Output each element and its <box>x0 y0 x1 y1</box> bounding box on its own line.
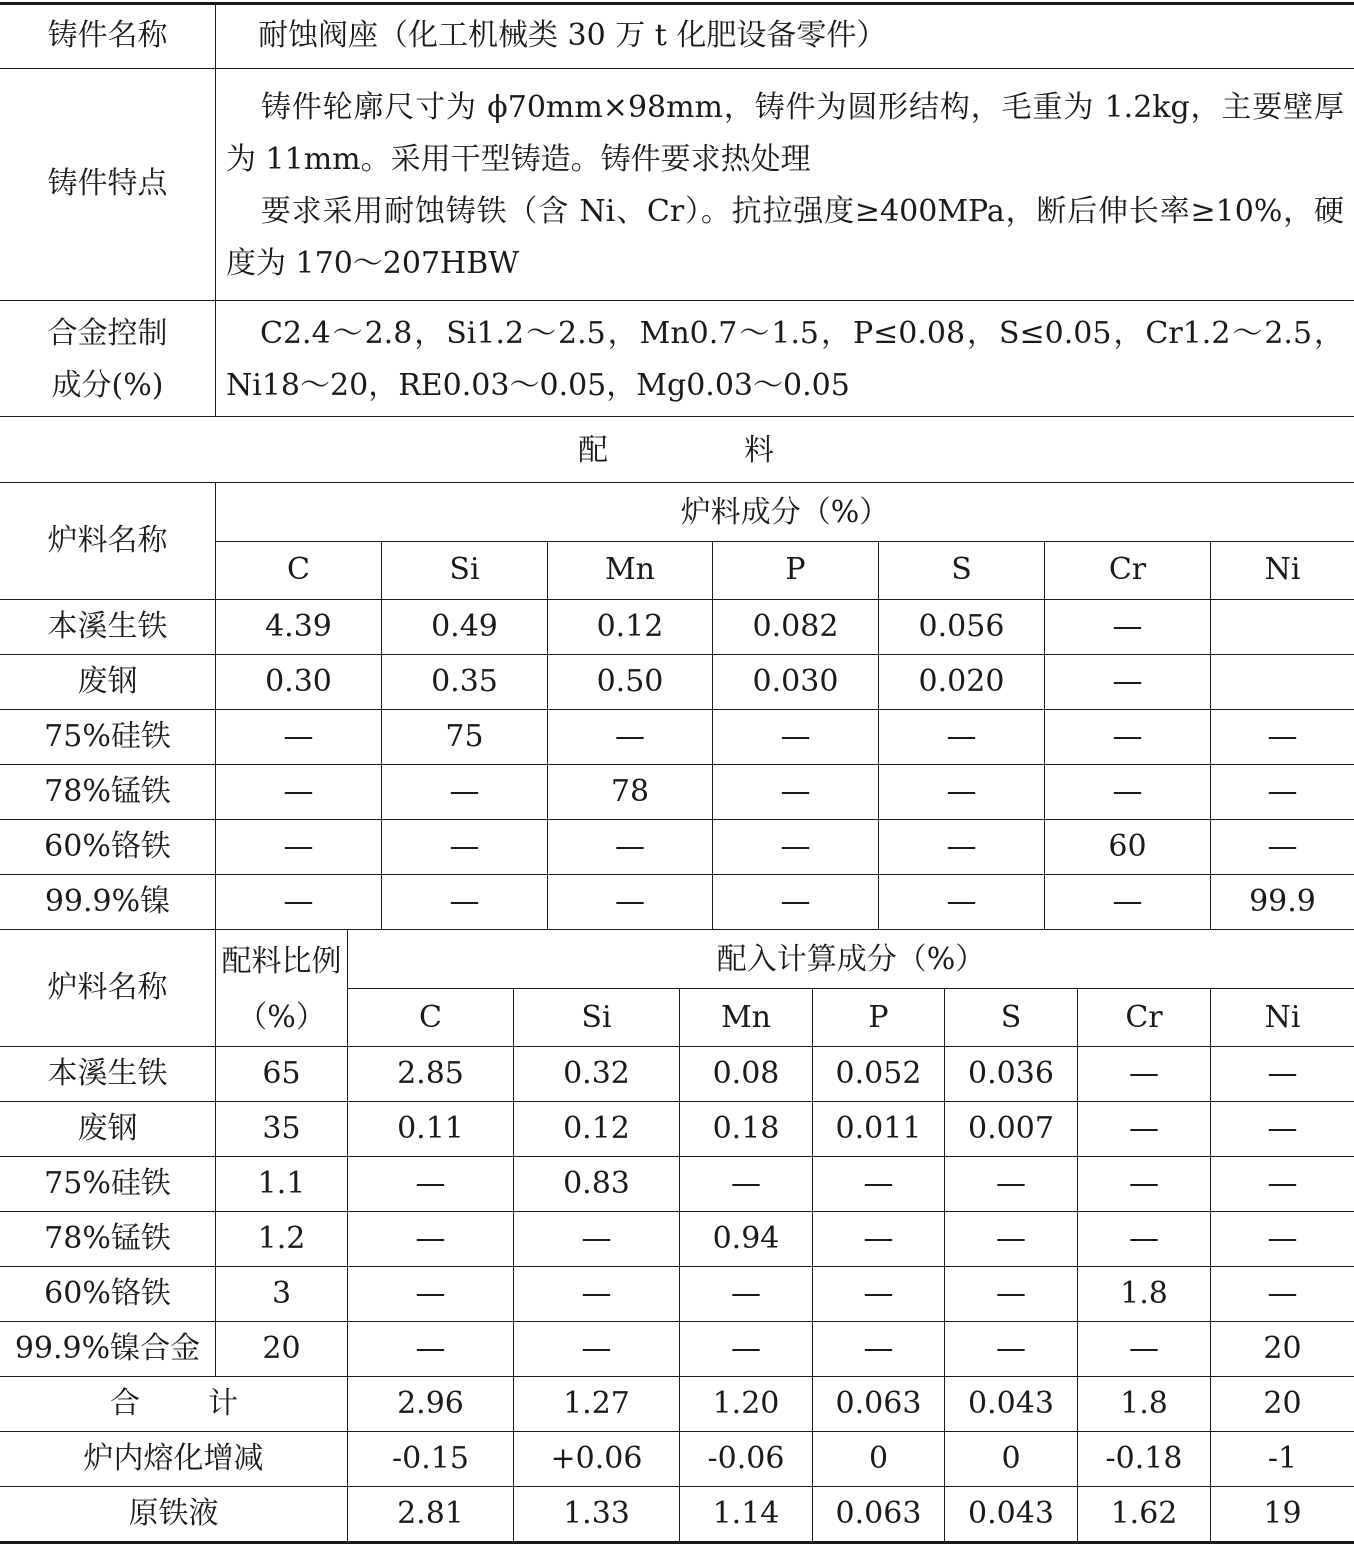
summary-cell: 0.063 <box>835 1386 922 1421</box>
calc-cell: — <box>1267 1111 1298 1146</box>
summary-cell: 0.043 <box>968 1496 1054 1531</box>
rule-top <box>0 2 1354 5</box>
rule <box>0 68 1354 69</box>
charge-cell: 0.49 <box>431 609 498 644</box>
summary-label-left: 合 <box>110 1386 140 1421</box>
summary-row-name: 原铁液 <box>128 1496 219 1531</box>
rule <box>0 1486 1354 1487</box>
calc-cell: — <box>1267 1276 1298 1311</box>
charge-cell: — <box>780 884 811 919</box>
charge-col-header: Cr <box>1108 552 1147 587</box>
calc-cell: — <box>1129 1331 1159 1366</box>
alloy-label-line-2: 成分(%) <box>51 368 164 403</box>
calc-cell: — <box>863 1221 894 1256</box>
alloy-label-line-1: 合金控制 <box>47 316 168 351</box>
charge-cell: — <box>1112 774 1143 809</box>
calc-cell: — <box>996 1221 1026 1256</box>
alloy-text <box>226 308 1344 412</box>
charge-col-header: Si <box>449 552 480 587</box>
calc-cell: 0.08 <box>712 1056 780 1091</box>
summary-cell: 0 <box>1001 1441 1021 1476</box>
calc-cell: — <box>996 1276 1026 1311</box>
charge-cell: — <box>1112 609 1143 644</box>
rule <box>216 541 1354 542</box>
charge-cell: — <box>615 719 645 754</box>
calc-col-header: Si <box>581 1000 612 1035</box>
rule <box>0 654 1354 655</box>
rule <box>0 599 1354 600</box>
calc-cell: 0.052 <box>835 1056 922 1091</box>
rule <box>0 1431 1354 1432</box>
charge-cell: — <box>1267 829 1298 864</box>
calc-cell: — <box>996 1331 1026 1366</box>
calc-cell: 0.036 <box>968 1056 1054 1091</box>
rule <box>0 1376 1354 1377</box>
calc-cell: — <box>863 1166 894 1201</box>
rule <box>0 819 1354 820</box>
calc-cell: 0.32 <box>563 1056 630 1091</box>
charge-row-name: 78%锰铁 <box>44 774 171 809</box>
calc-cell: — <box>863 1331 894 1366</box>
section-title-left: 配 <box>578 433 608 468</box>
rule-bottom <box>0 1541 1354 1544</box>
calc-cell: — <box>1267 1166 1298 1201</box>
charge-cell: — <box>283 774 314 809</box>
summary-cell: 2.96 <box>397 1386 464 1421</box>
charge-col-header: C <box>287 552 310 587</box>
charge-group-header: 炉料成分（%） <box>680 495 890 530</box>
charge-cell: 75 <box>445 719 484 754</box>
summary-cell: 1.62 <box>1110 1496 1178 1531</box>
summary-cell: 1.20 <box>712 1386 780 1421</box>
summary-cell: 1.33 <box>563 1496 630 1531</box>
summary-cell: 0.043 <box>968 1386 1054 1421</box>
charge-col-header: P <box>785 552 806 587</box>
rule <box>0 300 1354 301</box>
calc-cell: — <box>581 1331 612 1366</box>
summary-cell: -1 <box>1267 1441 1298 1476</box>
calc-row-name: 废钢 <box>77 1111 138 1146</box>
charge-cell: — <box>283 884 314 919</box>
charge-cell: — <box>946 884 977 919</box>
charge-row-name: 99.9%镍 <box>44 884 171 919</box>
charge-col-header: Mn <box>604 552 656 587</box>
calc-row-name: 78%锰铁 <box>44 1221 171 1256</box>
rule <box>0 1156 1354 1157</box>
calc-col-header: Ni <box>1264 1000 1301 1035</box>
summary-cell: -0.18 <box>1105 1441 1183 1476</box>
charge-cell: — <box>946 719 977 754</box>
calc-cell: 0.18 <box>712 1111 780 1146</box>
casting-name-value: 耐蚀阀座（化工机械类 30 万 t 化肥设备零件） <box>258 18 887 53</box>
charge-row-name: 60%铬铁 <box>44 829 171 864</box>
features-text <box>226 82 1344 290</box>
section-title-right: 料 <box>744 433 774 468</box>
rule <box>0 929 1354 930</box>
charge-cell: 60 <box>1108 829 1147 864</box>
calc-cell: 0.11 <box>397 1111 464 1146</box>
calc-cell: 1.8 <box>1120 1276 1168 1311</box>
calc-row-name: 60%铬铁 <box>44 1276 171 1311</box>
charge-row-name: 本溪生铁 <box>47 609 168 644</box>
calc-row-name: 本溪生铁 <box>47 1056 168 1091</box>
charge-cell: — <box>1112 664 1143 699</box>
features-label: 铸件特点 <box>47 166 168 201</box>
calc-row-name: 75%硅铁 <box>44 1166 171 1201</box>
calc-cell: — <box>1129 1056 1159 1091</box>
calc-cell: — <box>731 1276 761 1311</box>
charge-row-name: 废钢 <box>77 664 138 699</box>
calc-row-ratio: 1.2 <box>257 1221 306 1256</box>
charge-cell: 99.9 <box>1249 884 1316 919</box>
rule <box>0 1046 1354 1047</box>
summary-cell: 19 <box>1263 1496 1302 1531</box>
features-paragraph-2: 要求采用耐蚀铸铁（含 Ni、Cr）。抗拉强度≥400MPa，断后伸长率≥10%，硬度为 170～207HBW <box>226 194 1344 281</box>
charge-cell: 78 <box>610 774 650 809</box>
rule <box>0 1211 1354 1212</box>
charge-cell: — <box>449 774 480 809</box>
charge-cell: — <box>1112 884 1143 919</box>
features-paragraph-1: 铸件轮廓尺寸为 ϕ70mm×98mm，铸件为圆形结构，毛重为 1.2kg，主要壁厚为 11mm。采用干型铸造。铸件要求热处理 <box>226 90 1344 177</box>
calc-cell: — <box>731 1331 761 1366</box>
calc-ratio-header-line-2: （%） <box>237 1000 326 1035</box>
charge-cell: — <box>283 719 314 754</box>
charge-cell: — <box>449 829 480 864</box>
charge-cell: 0.35 <box>431 664 498 699</box>
calc-cell: — <box>415 1221 446 1256</box>
calc-cell: — <box>1267 1056 1298 1091</box>
charge-cell: 0.30 <box>265 664 332 699</box>
summary-cell: -0.15 <box>392 1441 469 1476</box>
calc-cell: 0.011 <box>835 1111 922 1146</box>
calc-cell: — <box>1267 1221 1298 1256</box>
calc-cell: — <box>996 1166 1026 1201</box>
summary-cell: 20 <box>1263 1386 1302 1421</box>
rule <box>0 1101 1354 1102</box>
calc-col-header: Mn <box>720 1000 772 1035</box>
summary-cell: 1.27 <box>563 1386 630 1421</box>
charge-cell: — <box>449 884 480 919</box>
calc-cell: — <box>581 1221 612 1256</box>
calc-cell: 2.85 <box>397 1056 464 1091</box>
calc-ratio-header-line-1: 配料比例 <box>221 944 342 979</box>
summary-cell: 1.14 <box>712 1496 780 1531</box>
charge-row-name: 75%硅铁 <box>44 719 171 754</box>
calc-col-header: C <box>419 1000 442 1035</box>
calc-cell: — <box>863 1276 894 1311</box>
calc-cell: — <box>415 1166 446 1201</box>
summary-cell: -0.06 <box>707 1441 785 1476</box>
summary-cell: 0 <box>868 1441 889 1476</box>
charge-name-header: 炉料名称 <box>47 523 168 558</box>
calc-cell: — <box>415 1276 446 1311</box>
charge-cell: 0.056 <box>918 609 1005 644</box>
charge-cell: 0.50 <box>596 664 664 699</box>
charge-col-header: Ni <box>1264 552 1301 587</box>
charge-cell: 0.082 <box>752 609 839 644</box>
casting-name-label: 铸件名称 <box>47 18 168 53</box>
rule <box>0 764 1354 765</box>
charge-cell: — <box>615 829 645 864</box>
rule <box>215 4 216 416</box>
calc-row-ratio: 3 <box>271 1276 292 1311</box>
calc-cell: — <box>581 1276 612 1311</box>
summary-cell: 1.8 <box>1120 1386 1168 1421</box>
calc-cell: — <box>415 1331 446 1366</box>
calc-cell: 0.94 <box>712 1221 780 1256</box>
calc-cell: — <box>1129 1166 1159 1201</box>
calc-col-header: P <box>868 1000 889 1035</box>
calc-cell: 0.007 <box>968 1111 1054 1146</box>
charge-cell: — <box>780 774 811 809</box>
calc-row-ratio: 65 <box>262 1056 301 1091</box>
calc-cell: — <box>731 1166 761 1201</box>
charge-cell: — <box>615 884 645 919</box>
calc-cell: — <box>1129 1111 1159 1146</box>
rule <box>348 988 1354 989</box>
summary-cell: +0.06 <box>550 1441 643 1476</box>
summary-label-right: 计 <box>208 1386 238 1421</box>
rule <box>0 1266 1354 1267</box>
charge-cell: — <box>1267 774 1298 809</box>
summary-cell: 2.81 <box>397 1496 464 1531</box>
calc-cell: — <box>1129 1221 1159 1256</box>
charge-cell: — <box>946 774 977 809</box>
rule <box>0 482 1354 483</box>
rule <box>0 874 1354 875</box>
rule <box>0 709 1354 710</box>
calc-col-header: S <box>1000 1000 1022 1035</box>
charge-col-header: S <box>951 552 972 587</box>
charge-cell: 4.39 <box>265 609 332 644</box>
charge-cell: 0.12 <box>596 609 664 644</box>
rule <box>0 1321 1354 1322</box>
calc-name-header: 炉料名称 <box>47 970 168 1005</box>
summary-row-name: 炉内熔化增减 <box>83 1441 264 1476</box>
calc-group-header: 配入计算成分（%） <box>716 942 986 977</box>
rule <box>0 416 1354 417</box>
charge-cell: — <box>946 829 977 864</box>
charge-cell: — <box>283 829 314 864</box>
calc-cell: 0.83 <box>563 1166 630 1201</box>
calc-row-ratio: 20 <box>262 1331 301 1366</box>
calc-row-name: 99.9%镍合金 <box>14 1331 201 1366</box>
calc-row-ratio: 1.1 <box>257 1166 306 1201</box>
charge-cell: — <box>1267 719 1298 754</box>
summary-cell: 0.063 <box>835 1496 922 1531</box>
alloy-composition: C2.4～2.8，Si1.2～2.5，Mn0.7～1.5，P≤0.08，S≤0.05，Cr1.2～2.5，Ni18～20，RE0.03～0.05，Mg0.03～0.05 <box>226 316 1344 403</box>
charge-cell: — <box>1112 719 1143 754</box>
charge-cell: — <box>780 719 811 754</box>
calc-cell: 20 <box>1263 1331 1302 1366</box>
calc-row-ratio: 35 <box>262 1111 301 1146</box>
charge-cell: — <box>780 829 811 864</box>
calc-cell: 0.12 <box>563 1111 630 1146</box>
charge-cell: 0.030 <box>752 664 839 699</box>
calc-col-header: Cr <box>1125 1000 1163 1035</box>
charge-cell: 0.020 <box>918 664 1005 699</box>
